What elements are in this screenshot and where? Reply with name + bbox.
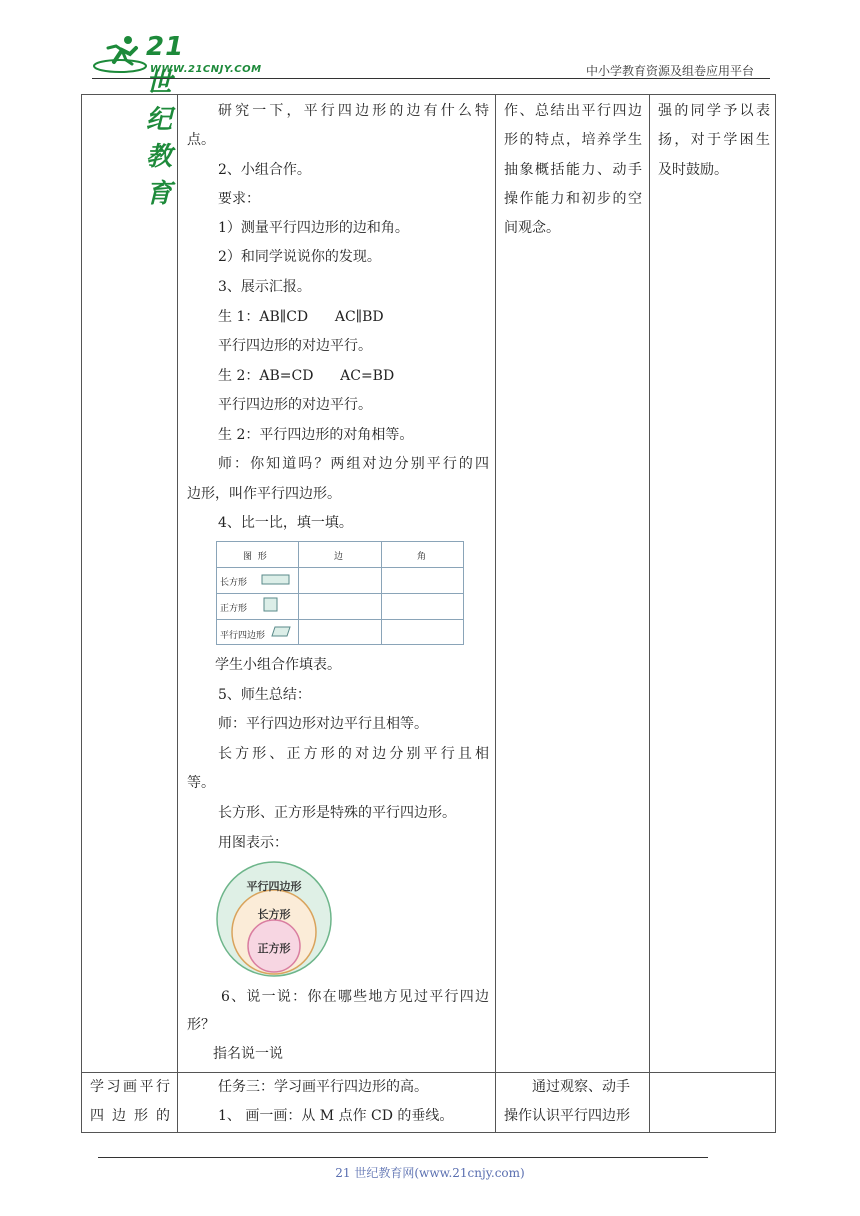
- square-shape-icon: [263, 597, 279, 613]
- venn-diagram: [215, 860, 333, 978]
- text-line: 形的特点，培养学生: [504, 132, 642, 148]
- text-line: 2）和同学说说你的发现。: [218, 249, 381, 265]
- text-line: 形？: [187, 1017, 215, 1033]
- text-line: 平行四边形的对边平行。: [218, 338, 372, 354]
- rectangle-shape-icon: [261, 574, 291, 586]
- table-row-parallelogram: 平行四边形: [220, 631, 266, 641]
- venn-inner-label: 正方形: [257, 942, 291, 955]
- text-line: 5、师生总结：: [218, 687, 311, 703]
- row-divider: [82, 1072, 775, 1073]
- text-line: 等。: [187, 775, 215, 791]
- text-line: 边形，叫作平行四边形。: [187, 486, 341, 502]
- text-line: 6、说一说：你在哪些地方见过平行四边: [221, 989, 489, 1005]
- text-line: 3、展示汇报。: [218, 279, 311, 295]
- text-line: 操作能力和初步的空: [504, 191, 642, 207]
- table-header-shape: 图 形: [243, 552, 267, 562]
- platform-name: 中小学教育资源及组卷应用平台: [585, 64, 754, 78]
- text-line: 生 1：AB∥CD AC∥BD: [218, 309, 384, 325]
- text-line: 长方形、正方形的对边分别平行且相: [218, 746, 489, 762]
- page-footer: 21 世纪教育网(www.21cnjy.com): [335, 1166, 525, 1180]
- text-line: 强的同学予以表: [658, 103, 770, 119]
- text-line: 师：你知道吗？两组对边分别平行的四: [218, 456, 489, 472]
- text-line: 研究一下，平行四边形的边有什么特: [218, 103, 489, 119]
- table-row-divider: [217, 593, 463, 594]
- header-divider: [92, 78, 770, 79]
- text-line: 抽象概括能力、动手: [504, 162, 642, 178]
- column-divider: [649, 95, 650, 1132]
- text-line: 点。: [187, 132, 215, 148]
- text-line: 指名说一说: [213, 1046, 283, 1062]
- text-line: 通过观察、动手: [532, 1079, 630, 1095]
- text-line: 1）测量平行四边形的边和角。: [218, 220, 409, 236]
- parallelogram-shape-icon: [271, 626, 291, 638]
- column-divider: [177, 95, 178, 1132]
- venn-middle-label: 长方形: [257, 908, 291, 921]
- text-line: 生 2：AB=CD AC=BD: [218, 368, 395, 384]
- text-line: 生 2：平行四边形的对角相等。: [218, 427, 414, 443]
- runner-logo-icon: [92, 32, 152, 76]
- text-line: 间观念。: [504, 220, 560, 236]
- text-line: 作、总结出平行四边: [504, 103, 642, 119]
- text-line: 要求：: [218, 191, 260, 207]
- text-line: 四边形的: [90, 1108, 170, 1124]
- logo-url: WWW.21CNJY.COM: [150, 64, 262, 75]
- table-row-divider: [217, 619, 463, 620]
- text-line: 学习画平行: [90, 1079, 170, 1095]
- text-line: 学生小组合作填表。: [215, 657, 341, 673]
- text-line: 及时鼓励。: [658, 162, 728, 178]
- text-line: 操作认识平行四边形: [504, 1108, 630, 1124]
- comparison-table: [216, 541, 464, 645]
- text-line: 2、小组合作。: [218, 162, 311, 178]
- table-row-divider: [217, 567, 463, 568]
- text-line: 平行四边形的对边平行。: [218, 397, 372, 413]
- text-line: 1、 画一画：从 M 点作 CD 的垂线。: [218, 1108, 454, 1124]
- text-line: 用图表示：: [218, 835, 288, 851]
- text-line: 4、比一比，填一填。: [218, 515, 353, 531]
- table-row-square: 正方形: [220, 604, 248, 614]
- column-divider: [495, 95, 496, 1132]
- text-line: 长方形、正方形是特殊的平行四边形。: [218, 805, 456, 821]
- logo-title: 21世纪教育: [146, 32, 185, 209]
- footer-divider: [98, 1157, 708, 1158]
- text-line: 师：平行四边形对边平行且相等。: [218, 716, 428, 732]
- text-line: 任务三：学习画平行四边形的高。: [218, 1079, 428, 1095]
- table-row-rectangle: 长方形: [220, 578, 248, 588]
- text-line: 扬，对于学困生: [658, 132, 770, 148]
- table-header-side: 边: [334, 552, 344, 562]
- venn-outer-label: 平行四边形: [246, 880, 302, 893]
- table-header-angle: 角: [417, 552, 427, 562]
